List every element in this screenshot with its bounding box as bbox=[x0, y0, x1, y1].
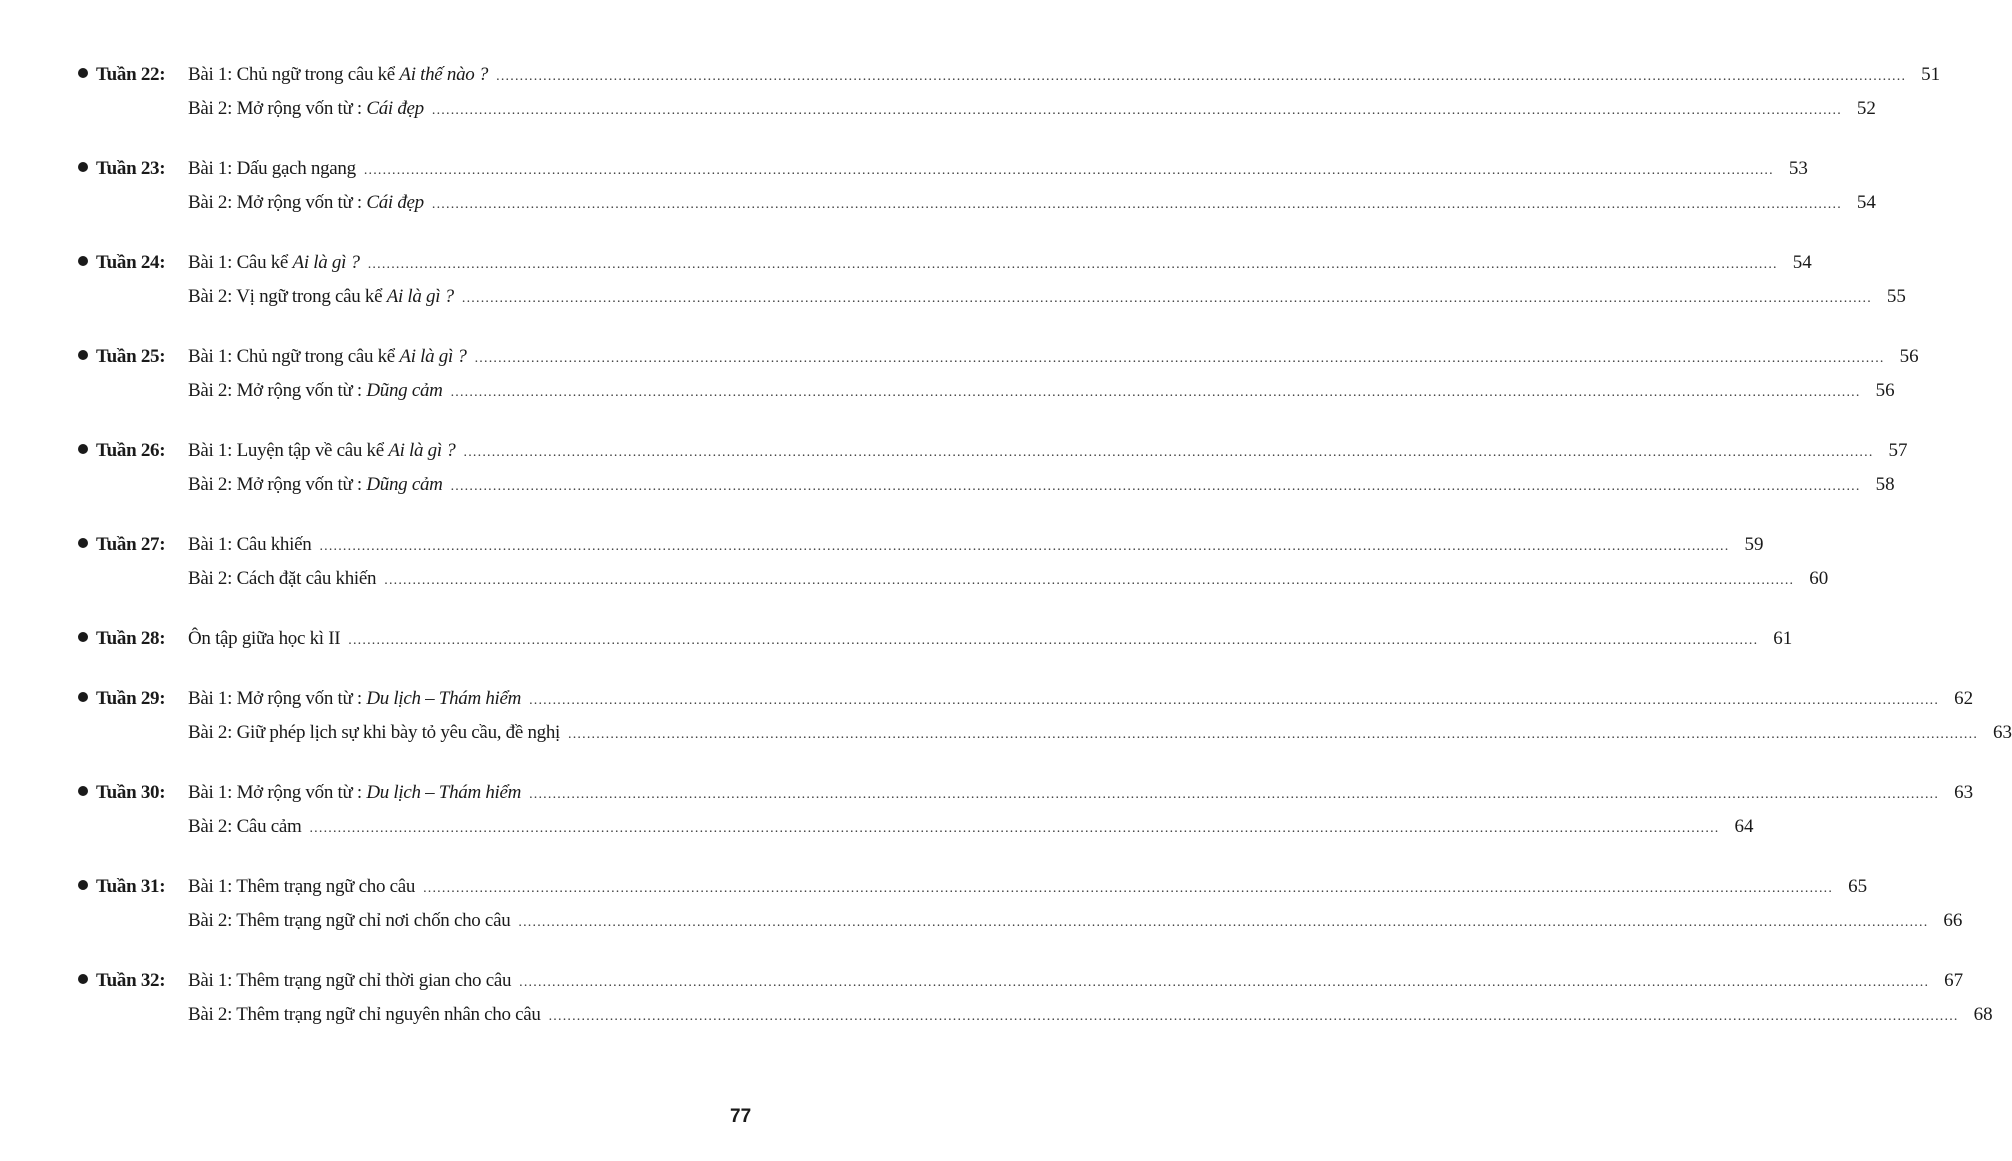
lesson-title-part: Bài 1: Chủ ngữ trong câu kể bbox=[188, 64, 400, 85]
dot-leader: ............................................................................................................................................................................................................................................................................................................ bbox=[363, 163, 1774, 178]
lesson-title bbox=[188, 568, 376, 590]
page-ref: 54 bbox=[1792, 252, 1812, 273]
lesson-title bbox=[188, 876, 415, 898]
lesson-title bbox=[188, 1004, 541, 1026]
lesson-title-italic-part: Ai là gì ? bbox=[386, 286, 454, 307]
lesson-title-part: Bài 2: Cách đặt câu khiến bbox=[188, 568, 377, 589]
lesson-title-part: Bài 1: Câu kể bbox=[188, 252, 293, 273]
toc-entry bbox=[78, 158, 1808, 192]
toc-week-group bbox=[78, 876, 1963, 944]
lesson-title bbox=[188, 688, 521, 710]
dot-leader: ............................................................................................................................................................................................................................................................................................................ bbox=[309, 821, 1720, 836]
dot-leader: ............................................................................................................................................................................................................................................................................................................ bbox=[568, 727, 1979, 742]
lesson-title bbox=[188, 64, 488, 86]
bullet-icon bbox=[78, 68, 88, 78]
toc-entry bbox=[78, 440, 1908, 474]
lesson-title bbox=[188, 380, 443, 402]
bullet-icon bbox=[78, 786, 88, 796]
bullet-icon bbox=[78, 632, 88, 642]
lesson-title-italic-part: Du lịch – Thám hiểm bbox=[366, 782, 522, 803]
lesson-title-italic-part: Dũng cảm bbox=[366, 380, 443, 401]
toc-entry bbox=[78, 64, 1941, 98]
toc-entry bbox=[78, 98, 1876, 132]
page-ref: 56 bbox=[1899, 346, 1919, 367]
page-ref: 54 bbox=[1856, 192, 1876, 213]
page-ref: 64 bbox=[1734, 816, 1754, 837]
lesson-title bbox=[188, 158, 356, 180]
toc-week-group bbox=[78, 346, 1919, 414]
lesson-title-part: Bài 1: Mở rộng vốn từ : bbox=[188, 688, 367, 709]
page-ref: 68 bbox=[1973, 1004, 1993, 1025]
lesson-title bbox=[188, 534, 311, 556]
lesson-title-italic-part: Ai thế nào ? bbox=[399, 64, 489, 85]
lesson-title-part: Bài 1: Câu khiến bbox=[188, 534, 312, 555]
page-ref: 56 bbox=[1875, 380, 1895, 401]
week-label: Tuần 31: bbox=[96, 876, 166, 897]
toc-entry bbox=[78, 722, 2012, 756]
lesson-title-italic-part: Ai là gì ? bbox=[292, 252, 360, 273]
dot-leader: ............................................................................................................................................................................................................................................................................................................ bbox=[461, 291, 1872, 306]
lesson-title-italic-part: Du lịch – Thám hiểm bbox=[366, 688, 522, 709]
dot-leader: ............................................................................................................................................................................................................................................................................................................ bbox=[450, 479, 1861, 494]
dot-leader: ............................................................................................................................................................................................................................................................................................................ bbox=[519, 975, 1930, 990]
lesson-title-part: Bài 2: Giữ phép lịch sự khi bày tỏ yêu cầu, đề nghị bbox=[188, 722, 561, 743]
lesson-title-part: Bài 2: Mở rộng vốn từ : bbox=[188, 192, 367, 213]
bullet-icon bbox=[78, 350, 88, 360]
week-label: Tuần 28: bbox=[96, 628, 166, 649]
page-ref: 63 bbox=[1993, 722, 2012, 743]
dot-leader: ............................................................................................................................................................................................................................................................................................................ bbox=[529, 787, 1940, 802]
page-number: 77 bbox=[730, 1106, 752, 1127]
week-label: Tuần 27: bbox=[96, 534, 166, 555]
page-ref: 55 bbox=[1886, 286, 1906, 307]
lesson-title-part: Bài 2: Mở rộng vốn từ : bbox=[188, 380, 367, 401]
toc-entry bbox=[78, 534, 1764, 568]
page-ref: 67 bbox=[1944, 970, 1964, 991]
toc-week-group bbox=[78, 534, 1829, 602]
week-label: Tuần 23: bbox=[96, 158, 166, 179]
bullet-icon bbox=[78, 880, 88, 890]
lesson-title bbox=[188, 628, 340, 650]
table-of-contents bbox=[78, 64, 2012, 1064]
lesson-title-italic-part: Ai là gì ? bbox=[399, 346, 467, 367]
toc-entry bbox=[78, 192, 1876, 226]
lesson-title bbox=[188, 816, 301, 838]
lesson-title bbox=[188, 252, 360, 274]
toc-entry bbox=[78, 816, 1754, 850]
lesson-title bbox=[188, 346, 467, 368]
lesson-title bbox=[188, 910, 510, 932]
week-label: Tuần 24: bbox=[96, 252, 166, 273]
week-label: Tuần 32: bbox=[96, 970, 166, 991]
dot-leader: ............................................................................................................................................................................................................................................................................................................ bbox=[319, 539, 1730, 554]
page-ref: 65 bbox=[1848, 876, 1868, 897]
toc-entry bbox=[78, 286, 1906, 320]
dot-leader: ............................................................................................................................................................................................................................................................................................................ bbox=[450, 385, 1861, 400]
lesson-title-italic-part: Ai là gì ? bbox=[388, 440, 456, 461]
toc-entry bbox=[78, 970, 1964, 1004]
bullet-icon bbox=[78, 444, 88, 454]
page-ref: 52 bbox=[1856, 98, 1876, 119]
lesson-title-part: Bài 2: Mở rộng vốn từ : bbox=[188, 98, 367, 119]
dot-leader: ............................................................................................................................................................................................................................................................................................................ bbox=[518, 915, 1929, 930]
dot-leader: ............................................................................................................................................................................................................................................................................................................ bbox=[367, 257, 1778, 272]
week-label: Tuần 22: bbox=[96, 64, 166, 85]
toc-entry bbox=[78, 628, 1793, 662]
bullet-icon bbox=[78, 256, 88, 266]
lesson-title-part: Bài 1: Luyện tập về câu kể bbox=[188, 440, 389, 461]
lesson-title-part: Bài 1: Thêm trạng ngữ cho câu bbox=[188, 876, 416, 897]
page-ref: 62 bbox=[1954, 688, 1974, 709]
toc-entry bbox=[78, 782, 1974, 816]
toc-week-group bbox=[78, 782, 1974, 850]
page-ref: 61 bbox=[1773, 628, 1793, 649]
dot-leader: ............................................................................................................................................................................................................................................................................................................ bbox=[423, 881, 1834, 896]
lesson-title-part: Bài 1: Mở rộng vốn từ : bbox=[188, 782, 367, 803]
lesson-title-part: Bài 1: Chủ ngữ trong câu kể bbox=[188, 346, 400, 367]
dot-leader: ............................................................................................................................................................................................................................................................................................................ bbox=[529, 693, 1940, 708]
page-ref: 60 bbox=[1809, 568, 1829, 589]
toc-week-group bbox=[78, 628, 1793, 662]
dot-leader: ............................................................................................................................................................................................................................................................................................................ bbox=[496, 69, 1907, 84]
dot-leader: ............................................................................................................................................................................................................................................................................................................ bbox=[431, 197, 1842, 212]
lesson-title bbox=[188, 722, 560, 744]
week-label: Tuần 29: bbox=[96, 688, 166, 709]
lesson-title bbox=[188, 474, 443, 496]
lesson-title bbox=[188, 192, 424, 214]
toc-week-group bbox=[78, 970, 1993, 1038]
bullet-icon bbox=[78, 162, 88, 172]
toc-week-group bbox=[78, 158, 1876, 226]
lesson-title-part: Bài 2: Thêm trạng ngữ chỉ nguyên nhân cho câu bbox=[188, 1004, 541, 1025]
toc-entry bbox=[78, 474, 1895, 508]
lesson-title bbox=[188, 98, 424, 120]
toc-entry bbox=[78, 910, 1963, 944]
page-ref: 58 bbox=[1875, 474, 1895, 495]
page-ref: 57 bbox=[1888, 440, 1908, 461]
bullet-icon bbox=[78, 692, 88, 702]
page-ref: 66 bbox=[1943, 910, 1963, 931]
toc-week-group bbox=[78, 252, 1906, 320]
dot-leader: ............................................................................................................................................................................................................................................................................................................ bbox=[474, 351, 1885, 366]
page-ref: 53 bbox=[1788, 158, 1808, 179]
lesson-title-part: Bài 1: Thêm trạng ngữ chỉ thời gian cho câu bbox=[188, 970, 512, 991]
dot-leader: ............................................................................................................................................................................................................................................................................................................ bbox=[384, 573, 1795, 588]
lesson-title-part: Ôn tập giữa học kì II bbox=[188, 628, 341, 649]
lesson-title-part: Bài 2: Câu cảm bbox=[188, 816, 302, 837]
page-ref: 63 bbox=[1954, 782, 1974, 803]
lesson-title-italic-part: Cái đẹp bbox=[366, 98, 424, 119]
toc-entry bbox=[78, 252, 1812, 286]
toc-entry bbox=[78, 688, 1974, 722]
toc-week-group bbox=[78, 440, 1908, 508]
toc-entry bbox=[78, 1004, 1993, 1038]
toc-entry bbox=[78, 876, 1868, 910]
lesson-title-part: Bài 1: Dấu gạch ngang bbox=[188, 158, 356, 179]
dot-leader: ............................................................................................................................................................................................................................................................................................................ bbox=[548, 1009, 1959, 1024]
lesson-title-part: Bài 2: Thêm trạng ngữ chỉ nơi chốn cho câu bbox=[188, 910, 511, 931]
lesson-title bbox=[188, 440, 456, 462]
lesson-title-part: Bài 2: Mở rộng vốn từ : bbox=[188, 474, 367, 495]
week-label: Tuần 30: bbox=[96, 782, 166, 803]
dot-leader: ............................................................................................................................................................................................................................................................................................................ bbox=[463, 445, 1874, 460]
page-ref: 59 bbox=[1744, 534, 1764, 555]
toc-entry bbox=[78, 346, 1919, 380]
lesson-title-italic-part: Dũng cảm bbox=[366, 474, 443, 495]
page-ref: 51 bbox=[1921, 64, 1941, 85]
lesson-title bbox=[188, 782, 521, 804]
toc-week-group bbox=[78, 64, 1941, 132]
lesson-title bbox=[188, 286, 454, 308]
lesson-title bbox=[188, 970, 511, 992]
week-label: Tuần 26: bbox=[96, 440, 166, 461]
toc-entry bbox=[78, 380, 1895, 414]
toc-week-group bbox=[78, 688, 2012, 756]
lesson-title-italic-part: Cái đẹp bbox=[366, 192, 424, 213]
dot-leader: ............................................................................................................................................................................................................................................................................................................ bbox=[431, 103, 1842, 118]
bullet-icon bbox=[78, 538, 88, 548]
bullet-icon bbox=[78, 974, 88, 984]
dot-leader: ............................................................................................................................................................................................................................................................................................................ bbox=[348, 633, 1759, 648]
toc-entry bbox=[78, 568, 1829, 602]
week-label: Tuần 25: bbox=[96, 346, 166, 367]
lesson-title-part: Bài 2: Vị ngữ trong câu kể bbox=[188, 286, 387, 307]
